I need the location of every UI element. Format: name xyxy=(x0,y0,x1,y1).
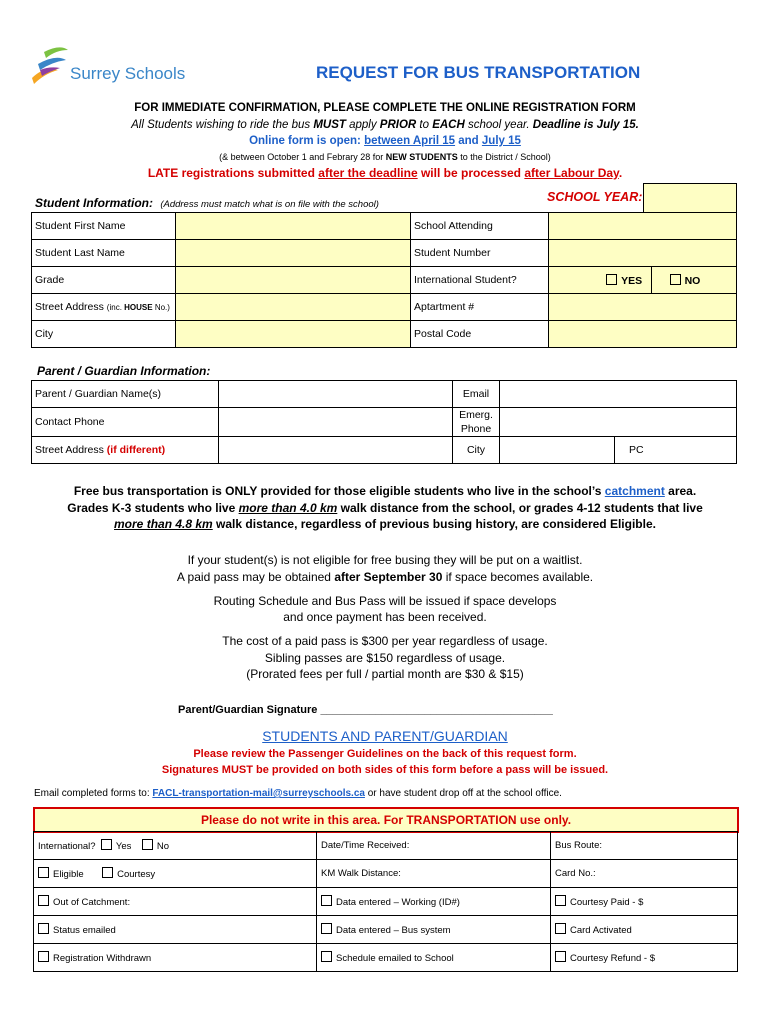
info-payment: and once payment has been received. xyxy=(283,610,487,624)
info-sibling: Sibling passes are $150 regardless of usage. xyxy=(264,651,506,665)
text: after September 30 xyxy=(334,570,443,584)
text: International? xyxy=(38,841,96,852)
international-yes[interactable] xyxy=(549,267,652,294)
text: Online form is open: xyxy=(249,135,365,147)
parent-city-input[interactable] xyxy=(500,437,615,464)
text: walk distance from the school, or grades 4-12 students that live xyxy=(337,501,703,515)
status-emailed-cell xyxy=(34,916,317,944)
postal-code-input[interactable] xyxy=(549,321,737,348)
signature-label: Parent/Guardian Signature xyxy=(178,704,318,716)
checkbox-icon[interactable] xyxy=(321,923,332,934)
grade-input[interactable] xyxy=(176,267,411,294)
text: Out of Catchment: xyxy=(53,897,131,908)
info-prorated: (Prorated fees per full / partial month are $30 & $15) xyxy=(246,667,524,681)
deadline-line xyxy=(0,119,770,131)
student-info-heading xyxy=(35,196,379,210)
contact-phone-input[interactable] xyxy=(219,408,453,437)
label-postal-code: Postal Code xyxy=(411,321,549,348)
info-paid-pass xyxy=(0,570,770,584)
text: Courtesy Refund - $ xyxy=(570,953,656,964)
label-parent-street xyxy=(32,437,219,464)
text: Status emailed xyxy=(53,925,116,936)
date-received-cell[interactable]: Date/Time Received: xyxy=(317,832,551,860)
text: area. xyxy=(664,484,697,498)
text: (& between October 1 and Febrary 28 for xyxy=(219,152,386,162)
last-name-input[interactable] xyxy=(176,240,411,267)
courtesy-refund-cell xyxy=(551,944,738,972)
text: NO xyxy=(684,274,701,287)
text: to the District / School) xyxy=(457,152,551,162)
label-contact-phone: Contact Phone xyxy=(32,408,219,437)
info-cost: The cost of a paid pass is $300 per year regardless of usage. xyxy=(222,634,548,648)
city-input[interactable] xyxy=(176,321,411,348)
text: Courtesy xyxy=(117,869,156,880)
checkbox-icon[interactable] xyxy=(555,923,566,934)
label-parent-city: City xyxy=(453,437,500,464)
text: NEW STUDENTS xyxy=(385,152,458,162)
text: . xyxy=(618,166,623,180)
label-emerg-phone xyxy=(453,408,500,437)
schedule-emailed-cell xyxy=(317,944,551,972)
students-parent-heading: STUDENTS AND PARENT/GUARDIAN xyxy=(262,728,508,744)
text: Student Information: xyxy=(35,196,153,210)
text: Yes xyxy=(115,841,132,852)
email-instructions xyxy=(34,788,562,799)
label-first-name: Student First Name xyxy=(32,213,176,240)
text: PRIOR xyxy=(379,119,417,131)
km-walk-cell[interactable]: KM Walk Distance: xyxy=(317,860,551,888)
school-year-label: SCHOOL YEAR: xyxy=(547,190,643,204)
checkbox-icon[interactable] xyxy=(38,951,49,962)
text: will be processed xyxy=(417,166,525,180)
surrey-schools-logo xyxy=(30,44,230,90)
checkbox-icon[interactable] xyxy=(321,951,332,962)
text: Phone xyxy=(460,423,492,435)
text: if space becomes available. xyxy=(442,570,594,584)
text: Deadline is July 15. xyxy=(532,119,639,131)
bus-route-cell[interactable]: Bus Route: xyxy=(551,832,738,860)
parent-names-input[interactable] xyxy=(219,381,453,408)
label-grade: Grade xyxy=(32,267,176,294)
checkbox-icon[interactable] xyxy=(101,839,112,850)
text: July 15 xyxy=(481,135,521,147)
text: Registration Withdrawn xyxy=(53,953,152,964)
text: Emerg. xyxy=(459,409,493,421)
new-students-line xyxy=(0,152,770,162)
courtesy-paid-cell xyxy=(551,888,738,916)
page-title: REQUEST FOR BUS TRANSPORTATION xyxy=(316,63,641,82)
eligible-cell xyxy=(34,860,317,888)
reg-withdrawn-cell xyxy=(34,944,317,972)
text: Data entered – Bus system xyxy=(336,925,451,936)
text: between April 15 xyxy=(364,135,456,147)
text: All Students wishing to ride the bus xyxy=(131,119,314,131)
label-school-attending: School Attending xyxy=(411,213,549,240)
logo-text: Surrey Schools xyxy=(70,64,186,83)
text: and xyxy=(455,135,482,147)
label-email: Email xyxy=(453,381,500,408)
card-activated-cell xyxy=(551,916,738,944)
text: school year. xyxy=(464,119,533,131)
out-of-catchment-cell xyxy=(34,888,317,916)
text: more than 4.0 km xyxy=(238,501,338,515)
text: Free bus transportation is ONLY provided for those eligible students who live in the school’s xyxy=(73,484,605,498)
data-bus-cell xyxy=(317,916,551,944)
text: Courtesy Paid - $ xyxy=(570,897,644,908)
label-last-name: Student Last Name xyxy=(32,240,176,267)
international-cell xyxy=(34,832,317,860)
text: No.) xyxy=(152,303,170,312)
logo-swoosh-icon xyxy=(30,44,70,90)
text: A paid pass may be obtained xyxy=(176,570,335,584)
text: Data entered – Working (ID#) xyxy=(336,897,460,908)
checkbox-icon[interactable] xyxy=(102,867,113,878)
text: YES xyxy=(621,274,643,287)
parent-info-table xyxy=(31,380,737,464)
checkbox-icon[interactable] xyxy=(321,895,332,906)
text: or have student drop off at the school office. xyxy=(364,788,562,799)
text: walk distance, regardless of previous busing history, are considered Eligible. xyxy=(212,517,656,531)
street-address-input[interactable] xyxy=(176,294,411,321)
school-attending-input[interactable] xyxy=(549,213,737,240)
text: after the deadline xyxy=(318,166,418,180)
text: (Address must match what is on file with the school) xyxy=(160,199,379,210)
apartment-input[interactable] xyxy=(549,294,737,321)
parent-street-input[interactable] xyxy=(219,437,453,464)
office-use-banner: Please do not write in this area. For TRANSPORTATION use only. xyxy=(33,807,739,833)
checkbox-icon[interactable] xyxy=(142,839,153,850)
text: EACH xyxy=(432,119,465,131)
checkbox-icon[interactable] xyxy=(38,867,49,878)
text: more than 4.8 km xyxy=(114,517,213,531)
email-input[interactable] xyxy=(500,381,737,408)
text: Card Activated xyxy=(570,925,632,936)
text: apply xyxy=(345,119,380,131)
text: HOUSE xyxy=(124,303,153,312)
eligibility-line-2 xyxy=(0,501,770,515)
late-registrations-line xyxy=(0,166,770,180)
text: LATE registrations submitted xyxy=(147,166,319,180)
review-guidelines: Please review the Passenger Guidelines on the back of this request form. xyxy=(193,748,577,760)
school-year-input[interactable] xyxy=(643,183,737,215)
label-parent-names: Parent / Guardian Name(s) xyxy=(32,381,219,408)
online-form-line xyxy=(0,135,770,147)
emerg-phone-input[interactable] xyxy=(500,408,737,437)
text: Eligible xyxy=(53,869,84,880)
label-international: International Student? xyxy=(411,267,549,294)
first-name-input[interactable] xyxy=(176,213,411,240)
signature-row xyxy=(178,704,553,716)
parent-info-heading: Parent / Guardian Information: xyxy=(37,364,211,378)
checkbox-icon[interactable] xyxy=(38,923,49,934)
text: Email completed forms to: xyxy=(34,788,153,799)
text: Grades K-3 students who live xyxy=(67,501,239,515)
info-routing: Routing Schedule and Bus Pass will be issued if space develops xyxy=(213,594,557,608)
checkbox-icon[interactable] xyxy=(555,895,566,906)
text: Schedule emailed to School xyxy=(336,953,454,964)
text: Street Address xyxy=(35,444,107,456)
checkbox-icon[interactable] xyxy=(670,274,681,285)
data-working-cell xyxy=(317,888,551,916)
checkbox-icon[interactable] xyxy=(38,895,49,906)
label-street-address xyxy=(32,294,176,321)
card-no-cell[interactable]: Card No.: xyxy=(551,860,738,888)
checkbox-icon[interactable] xyxy=(606,274,617,285)
signatures-required: Signatures MUST be provided on both sides of this form before a pass will be issued. xyxy=(161,764,609,776)
catchment-link[interactable]: catchment xyxy=(604,484,665,498)
text: Street Address xyxy=(35,301,107,313)
text: No xyxy=(156,841,170,852)
info-waitlist: If your student(s) is not eligible for free busing they will be put on a waitlist. xyxy=(187,553,583,567)
signature-input[interactable]: ______________________________________ xyxy=(320,704,553,716)
text: after Labour Day xyxy=(524,166,619,180)
label-apartment: Aptartment # xyxy=(411,294,549,321)
label-student-number: Student Number xyxy=(411,240,549,267)
text: to xyxy=(416,119,433,131)
student-info-table xyxy=(31,212,737,348)
checkbox-icon[interactable] xyxy=(555,951,566,962)
eligibility-line-1 xyxy=(0,484,770,498)
eligibility-line-3 xyxy=(0,517,770,531)
text: (if different) xyxy=(106,444,166,456)
email-link[interactable]: FACL-transportation-mail@surreyschools.ca xyxy=(152,788,365,799)
text: (inc. xyxy=(106,303,125,312)
label-pc: PC xyxy=(615,437,737,464)
student-number-input[interactable] xyxy=(549,240,737,267)
international-no[interactable] xyxy=(652,267,737,294)
label-city: City xyxy=(32,321,176,348)
immediate-confirmation-line: FOR IMMEDIATE CONFIRMATION, PLEASE COMPLETE THE ONLINE REGISTRATION FORM xyxy=(134,102,636,114)
office-use-table xyxy=(33,831,738,972)
text: MUST xyxy=(313,119,346,131)
